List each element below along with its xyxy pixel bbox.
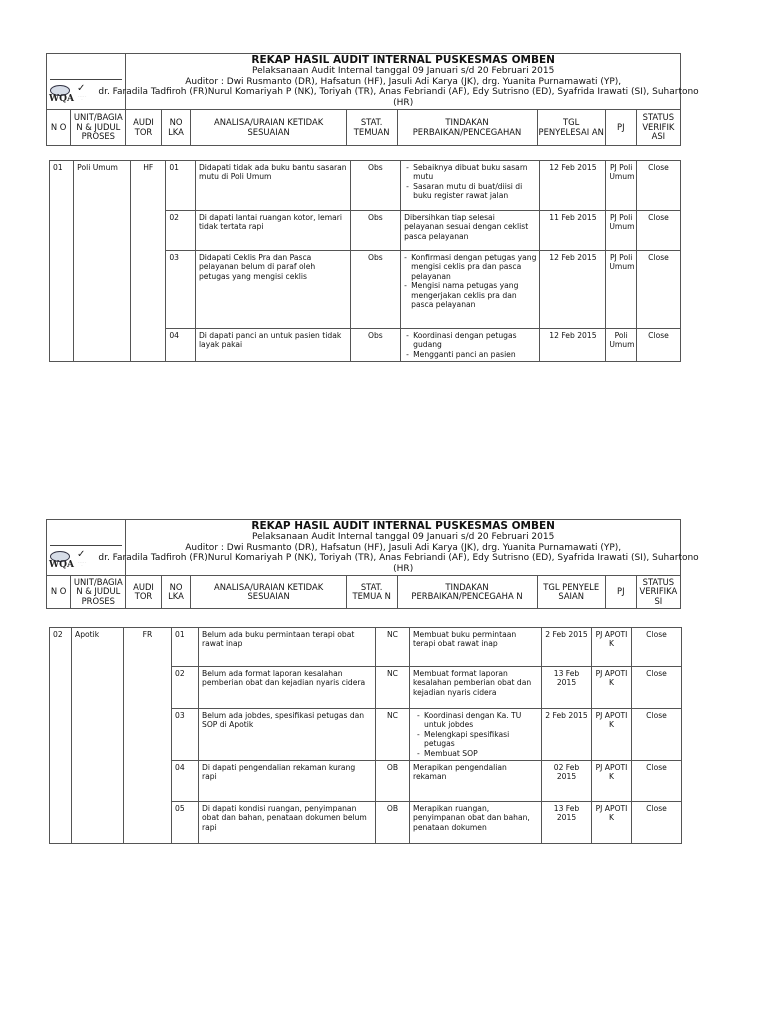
lka-no: 02 [172, 667, 199, 709]
col-header-tgl: TGL PENYELESAI AN [537, 110, 605, 146]
report-header-1 [46, 53, 699, 146]
report-title-block [98, 54, 699, 110]
col-header-status: STATUS VERIFIKA SI [636, 576, 680, 609]
status-verifikasi: Close [632, 667, 682, 709]
lka-no: 04 [172, 761, 199, 802]
analisa-text: Di dapati pengendalian rekaman kurang rapi [199, 761, 376, 802]
lka-no: 03 [172, 709, 199, 761]
lka-no: 02 [166, 211, 196, 251]
tgl-penyelesaian: 13 Feb 2015 [542, 667, 592, 709]
tindakan-text: Membuat buku permintaan terapi obat rawat inap [410, 628, 542, 667]
list-item: - Melengkapi spesifikasi petugas [417, 730, 538, 749]
lka-no: 01 [172, 628, 199, 667]
pj: PJ APOTI K [592, 802, 632, 844]
col-header-unit: UNIT/BAGIA N & JUDUL PROSES [71, 110, 126, 146]
stat-temuan: Obs [350, 329, 400, 362]
lka-no: 05 [172, 802, 199, 844]
tgl-penyelesaian: 2 Feb 2015 [542, 628, 592, 667]
stat-temuan: Obs [350, 161, 400, 211]
status-verifikasi: Close [637, 251, 681, 329]
lka-no: 04 [166, 329, 196, 362]
col-header-status: STATUS VERIFIK ASI [636, 110, 680, 146]
status-verifikasi: Close [637, 211, 681, 251]
stat-temuan: NC [376, 628, 410, 667]
analisa-text: Belum ada buku permintaan terapi obat rawat inap [199, 628, 376, 667]
status-verifikasi: Close [632, 709, 682, 761]
stat-temuan: Obs [350, 251, 400, 329]
pj: PJ Poli Umum [606, 251, 637, 329]
tindakan-text: Merapikan pengendalian rekaman [410, 761, 542, 802]
list-item: - Konfirmasi dengan petugas yang mengisi ceklis pra dan pasca pelayanan [404, 253, 536, 281]
stat-temuan: NC [376, 709, 410, 761]
section-auditor: HF [131, 161, 166, 362]
auditor-line-3: (HR) [393, 563, 414, 574]
status-verifikasi: Close [632, 628, 682, 667]
report-title: REKAP HASIL AUDIT INTERNAL PUSKESMAS OMBEN [251, 54, 555, 66]
list-item: - Sasaran mutu di buat/diisi di buku register rawat jalan [406, 182, 536, 201]
analisa-text: Di dapati panci an untuk pasien tidak layak pakai [195, 329, 350, 362]
list-item: - Koordinasi dengan Ka. TU untuk jobdes [417, 711, 538, 730]
col-header-pj: PJ [605, 110, 636, 146]
list-item: - Mengganti panci an pasien [406, 350, 536, 359]
pj: PJ Poli Umum [606, 161, 637, 211]
analisa-text: Belum ada format laporan kesalahan pemberian obat dan kejadian nyaris cidera [199, 667, 376, 709]
auditor-line-2: dr. Faradila Tadfiroh (FR)Nurul Komariyah P (NK), Toriyah (TR), Anas Febriandi (AF), Edy Sutrisno (ED), Syafrida Irawati (SI), Suhartono [98, 553, 699, 563]
list-item: - Koordinasi dengan petugas gudang [406, 331, 536, 350]
table-row [50, 628, 682, 667]
report-subtitle: Pelaksanaan Audit Internal tanggal 09 Januari s/d 20 Februari 2015 [252, 66, 555, 76]
pj: PJ APOTI K [592, 709, 632, 761]
analisa-text: Di dapati kondisi ruangan, penyimpanan obat dan bahan, penataan dokumen belum rapi [199, 802, 376, 844]
tgl-penyelesaian: 11 Feb 2015 [540, 211, 606, 251]
tindakan-text [410, 709, 542, 761]
section-unit: Poli Umum [74, 161, 131, 362]
lka-no: 03 [166, 251, 196, 329]
col-header-auditor: AUDI TOR [126, 110, 161, 146]
tindakan-text: Merapikan ruangan, penyimpanan obat dan bahan, penataan dokumen [410, 802, 542, 844]
status-verifikasi: Close [632, 761, 682, 802]
report-header-2 [46, 519, 699, 609]
col-header-pj: PJ [605, 576, 636, 609]
analisa-text: Didapati Ceklis Pra dan Pasca pelayanan belum di paraf oleh petugas yang mengisi ceklis [195, 251, 350, 329]
col-header-analisa: ANALISA/URAIAN KETIDAK SESUAIAN [191, 110, 346, 146]
col-header-stat: STAT. TEMUAN [346, 110, 397, 146]
col-header-stat: STAT. TEMUA N [346, 576, 397, 609]
list-item: - Sebaiknya dibuat buku sasarn mutu [406, 163, 536, 182]
list-item: - Membuat SOP [417, 749, 538, 758]
tindakan-text [401, 329, 540, 362]
stat-temuan: OB [376, 761, 410, 802]
tgl-penyelesaian: 12 Feb 2015 [540, 251, 606, 329]
pj: PJ APOTI K [592, 628, 632, 667]
col-header-tindakan: TINDAKAN PERBAIKAN/PENCEGAHA N [397, 576, 537, 609]
col-header-tgl: TGL PENYELE SAIAN [537, 576, 605, 609]
col-header-tindakan: TINDAKAN PERBAIKAN/PENCEGAHAN [397, 110, 537, 146]
stat-temuan: NC [376, 667, 410, 709]
tgl-penyelesaian: 2 Feb 2015 [542, 709, 592, 761]
section-no: 02 [50, 628, 72, 844]
audit-table-apotik [49, 627, 682, 844]
col-header-no: N O [47, 576, 71, 609]
auditor-line-2: dr. Faradila Tadfiroh (FR)Nurul Komariyah P (NK), Toriyah (TR), Anas Febriandi (AF), Edy Sutrisno (ED), Syafrida Irawati (SI), Suhartono [98, 87, 699, 97]
report-title: REKAP HASIL AUDIT INTERNAL PUSKESMAS OMBEN [251, 520, 555, 532]
status-verifikasi: Close [637, 329, 681, 362]
pj: Poli Umum [606, 329, 637, 362]
analisa-text: Di dapati lantai ruangan kotor, lemari tidak tertata rapi [195, 211, 350, 251]
col-header-auditor: AUDI TOR [126, 576, 161, 609]
tindakan-text: Dibersihkan tiap selesai pelayanan sesuai dengan ceklist pasca pelayanan [401, 211, 540, 251]
col-header-analisa: ANALISA/URAIAN KETIDAK SESUAIAN [191, 576, 346, 609]
col-header-unit: UNIT/BAGIA N & JUDUL PROSES [71, 576, 126, 609]
tgl-penyelesaian: 12 Feb 2015 [540, 161, 606, 211]
status-verifikasi: Close [632, 802, 682, 844]
logo-cell: WQA ✓ · · · · · · [47, 54, 126, 110]
lka-no: 01 [166, 161, 196, 211]
tindakan-text [401, 161, 540, 211]
logo-cell: WQA ✓ · · · · · · [47, 520, 126, 576]
pj: PJ Poli Umum [606, 211, 637, 251]
tgl-penyelesaian: 12 Feb 2015 [540, 329, 606, 362]
section-no: 01 [50, 161, 74, 362]
tindakan-text [401, 251, 540, 329]
tgl-penyelesaian: 02 Feb 2015 [542, 761, 592, 802]
stat-temuan: OB [376, 802, 410, 844]
section-auditor: FR [124, 628, 172, 844]
table-row [50, 161, 681, 211]
analisa-text: Didapati tidak ada buku bantu sasaran mutu di Poli Umum [195, 161, 350, 211]
pj: PJ APOTI K [592, 761, 632, 802]
col-header-nolka: NO LKA [161, 576, 191, 609]
tindakan-text: Membuat format laporan kesalahan pemberian obat dan kejadian nyaris cidera [410, 667, 542, 709]
stat-temuan: Obs [350, 211, 400, 251]
status-verifikasi: Close [637, 161, 681, 211]
report-subtitle: Pelaksanaan Audit Internal tanggal 09 Januari s/d 20 Februari 2015 [252, 532, 555, 542]
pj: PJ APOTI K [592, 667, 632, 709]
analisa-text: Belum ada jobdes, spesifikasi petugas dan SOP di Apotik [199, 709, 376, 761]
auditor-line-3: (HR) [393, 97, 414, 108]
col-header-no: N O [47, 110, 71, 146]
col-header-nolka: NO LKA [161, 110, 191, 146]
audit-table-poli-umum [49, 160, 681, 362]
auditor-line-1: Auditor : Dwi Rusmanto (DR), Hafsatun (HF), Jasuli Adi Karya (JK), drg. Yuanita Purnamawati (YP), [185, 542, 622, 553]
report-title-block [98, 520, 699, 576]
tgl-penyelesaian: 13 Feb 2015 [542, 802, 592, 844]
section-unit: Apotik [72, 628, 124, 844]
list-item: - Mengisi nama petugas yang mengerjakan ceklis pra dan pasca pelayanan [404, 281, 536, 309]
auditor-line-1: Auditor : Dwi Rusmanto (DR), Hafsatun (HF), Jasuli Adi Karya (JK), drg. Yuanita Purnamawati (YP), [185, 76, 622, 87]
